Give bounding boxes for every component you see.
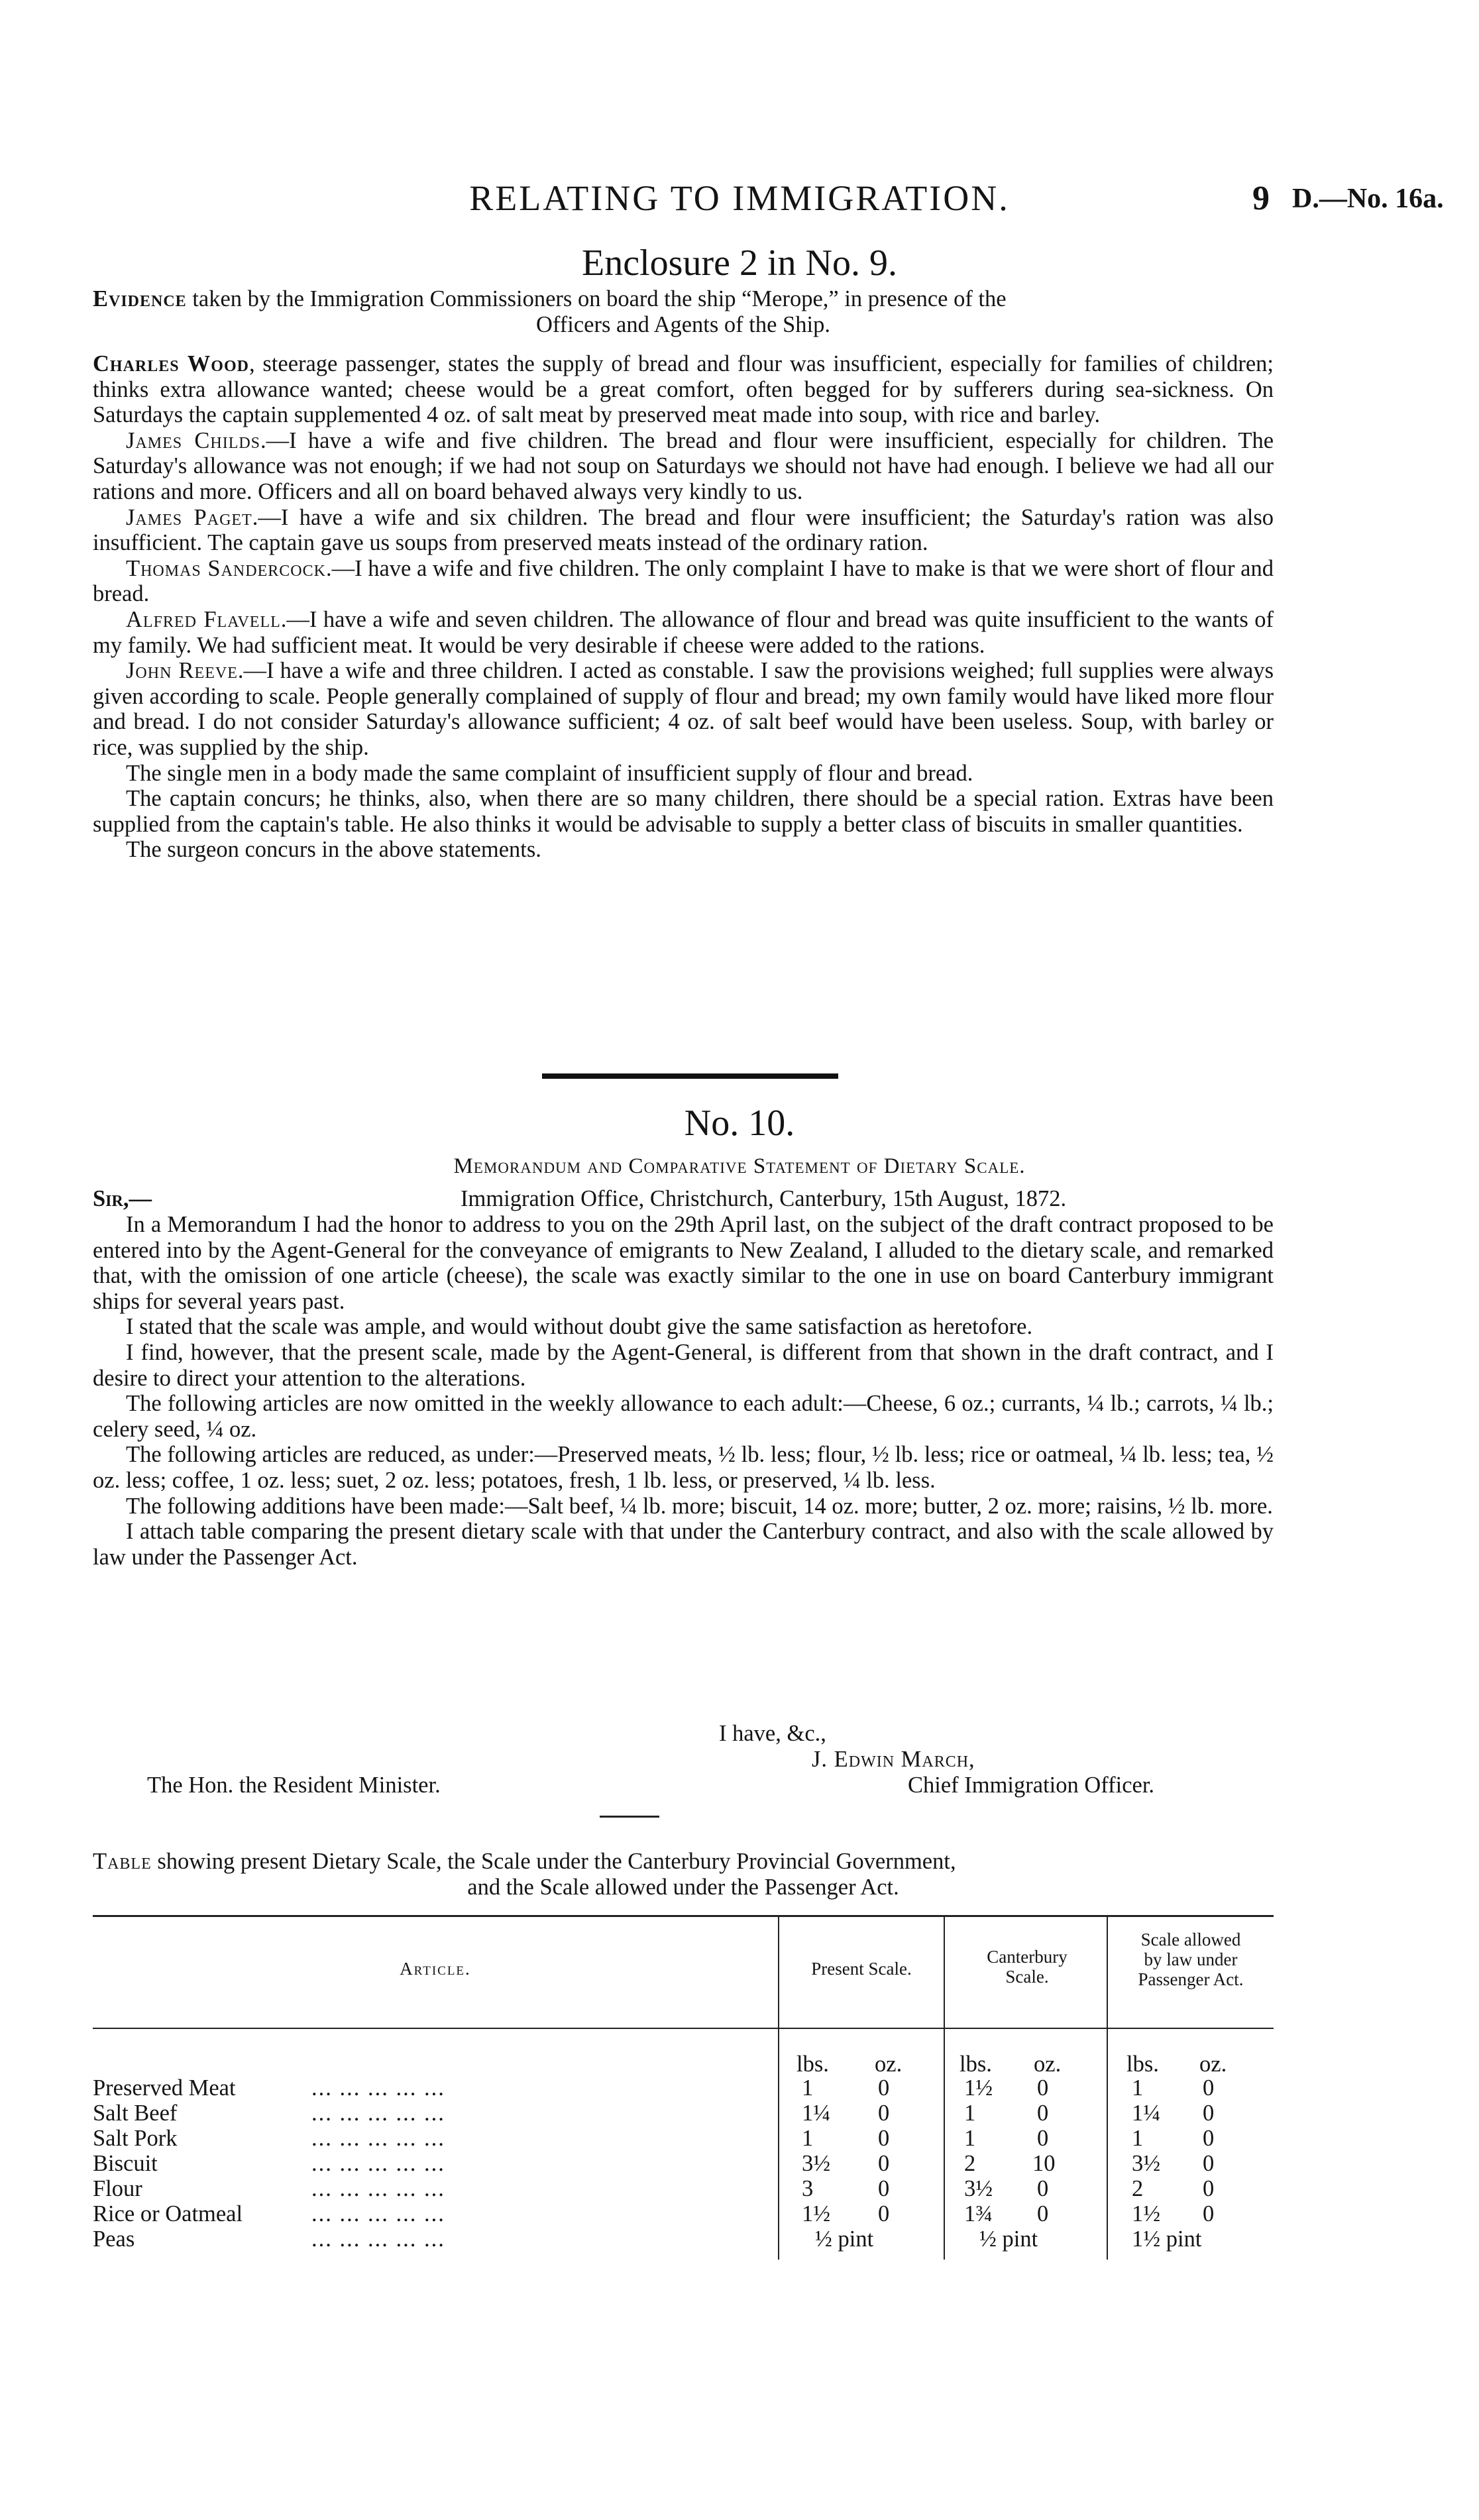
canterbury-lbs: 2 [964, 2151, 976, 2176]
document-reference: D.—No. 16a. [1292, 184, 1444, 214]
captain-paragraph: The captain concurs; he thinks, also, when there are so many children, there should be a special ration. Extras have been supplied from the captain's table. He also thinks it would be advisable to supply a better class of biscuits in smaller quantities. [93, 786, 1274, 837]
memo-paragraph: I find, however, that the present scale, made by the Agent-General, is different from that shown in the draft contract, and I desire to direct your attention to the alterations. [93, 1339, 1274, 1391]
caption-lead: Table [93, 1849, 152, 1874]
intro-lead: Evidence [93, 286, 187, 311]
canterbury-oz: 0 [1037, 2075, 1049, 2101]
article-name: Rice or Oatmeal [93, 2201, 243, 2226]
dot-leader: ... ... ... ... ... [311, 2075, 445, 2101]
table-top-rule [93, 1915, 1274, 1917]
header-passenger-line-1: Scale allowed [1140, 1930, 1241, 1949]
header-present-scale: Present Scale. [811, 1959, 912, 1979]
unit-oz: oz. [1199, 2052, 1227, 2077]
statement-text: .—I have a wife and seven children. The allowance of flour and bread was quite insufficient to the wants of my family. We had sufficient meat. It would be very desirable if cheese were added to the rations. [93, 606, 1274, 658]
memo-paragraph: The following additions have been made:—Salt beef, ¼ lb. more; biscuit, 14 oz. more; butter, 2 oz. more; raisins, ½ lb. more. [126, 1493, 1273, 1519]
surgeon-paragraph: The surgeon concurs in the above statements. [126, 837, 541, 863]
header-canterbury-scale: Canterbury Scale. [987, 1947, 1068, 1987]
canterbury-lbs: ½ pint [979, 2226, 1038, 2252]
canterbury-lbs: 1¾ [964, 2201, 993, 2226]
dietary-scale-table [93, 1915, 1274, 2260]
unit-lbs: lbs. [959, 2052, 992, 2077]
statement-paragraph [93, 556, 1274, 607]
present-lbs: 3½ [802, 2151, 831, 2176]
salutation: Sir,— [93, 1186, 152, 1211]
unit-lbs: lbs. [796, 2052, 829, 2077]
passenger-lbs: 1½ pint [1132, 2226, 1202, 2252]
statement-text: .—I have a wife and three children. I acted as constable. I saw the provisions weighed; full supplies were always given according to scale. People generally complained of supply of flour and bread; my own family would have liked more flour and bread. I do not consider Saturday's allowance sufficient; 4 oz. of salt beef would have been useless. Soup, with barley or rice, was supplied by the ship. [93, 658, 1274, 760]
article-name: Salt Pork [93, 2126, 178, 2151]
dateline: Immigration Office, Christchurch, Canterbury, 15th August, 1872. [461, 1186, 1067, 1211]
passenger-lbs: 3½ [1132, 2151, 1161, 2176]
caption-text: showing present Dietary Scale, the Scale under the Canterbury Provincial Government, [151, 1849, 956, 1874]
dot-leader: ... ... ... ... ... [311, 2151, 445, 2176]
table-row [93, 2176, 1274, 2201]
evidence-statements [93, 351, 1274, 863]
canterbury-oz: 0 [1037, 2176, 1049, 2201]
dot-leader: ... ... ... ... ... [311, 2101, 445, 2126]
canterbury-lbs: 3½ [964, 2176, 993, 2201]
dot-leader: ... ... ... ... ... [311, 2226, 445, 2252]
statement-text: .—I have a wife and five children. The only complaint I have to make is that we were short of flour and bread. [93, 555, 1274, 607]
memo-paragraph: I stated that the scale was ample, and would without doubt give the same satisfaction as heretofore. [126, 1314, 1033, 1340]
caption-line-2: and the Scale allowed under the Passenger Act. [467, 1874, 899, 1900]
unit-oz: oz. [875, 2052, 903, 2077]
passenger-lbs: 1 [1132, 2126, 1144, 2151]
header-article: Article. [400, 1959, 471, 1979]
enclosure-intro [93, 286, 1274, 337]
passenger-oz: 0 [1203, 2151, 1215, 2176]
statement-paragraph [93, 658, 1274, 760]
table-row [93, 2075, 1274, 2101]
memo-number-heading: No. 10. [684, 1103, 795, 1144]
table-row [93, 2201, 1274, 2226]
present-lbs: 1 [802, 2126, 814, 2151]
table-row [93, 2151, 1274, 2176]
addressee: The Hon. the Resident Minister. [147, 1773, 441, 1798]
short-divider [600, 1816, 659, 1818]
closing: I have, &c., [719, 1721, 826, 1746]
article-name: Salt Beef [93, 2101, 178, 2126]
memo-paragraph: The following articles are reduced, as under:—Preserved meats, ½ lb. less; flour, ½ lb. less; rice or oatmeal, ¼ lb. less; tea, ½ oz. less; coffee, 1 oz. less; suet, 2 oz. less; potatoes, fresh, 1 lb. less, or preserved, ¼ lb. less. [93, 1442, 1274, 1493]
dot-leader: ... ... ... ... ... [311, 2126, 445, 2151]
table-header-rule [93, 2028, 1274, 2029]
statement-text: .—I have a wife and five children. The bread and flour were insufficient, especially for children. The Saturday's allowance was not enough; if we had not soup on Saturdays we should not have had enough. I believe we had all our rations and more. Officers and all on board behaved always very kindly to us. [93, 427, 1274, 504]
present-lbs: ½ pint [815, 2226, 874, 2252]
canterbury-oz: 0 [1037, 2126, 1049, 2151]
signatory-title: Chief Immigration Officer. [908, 1773, 1155, 1798]
table-row [93, 2101, 1274, 2126]
intro-line-2: Officers and Agents of the Ship. [536, 311, 830, 337]
witness-name: James Childs [126, 427, 261, 453]
unit-oz: oz. [1034, 2052, 1062, 2077]
statement-paragraph [93, 505, 1274, 556]
witness-name: Thomas Sandercock [126, 555, 326, 581]
canterbury-lbs: 1½ [964, 2075, 993, 2101]
table-row [93, 2126, 1274, 2151]
present-oz: 0 [878, 2151, 890, 2176]
witness-name: John Reeve [126, 658, 238, 684]
present-oz: 0 [878, 2075, 890, 2101]
passenger-oz: 0 [1203, 2075, 1215, 2101]
unit-lbs: lbs. [1126, 2052, 1159, 2077]
memo-paragraph: I attach table comparing the present dietary scale with that under the Canterbury contract, and also with the scale allowed by law under the Passenger Act. [93, 1519, 1274, 1570]
article-name: Biscuit [93, 2151, 158, 2176]
present-lbs: 1¼ [802, 2101, 831, 2126]
statement-paragraph [93, 607, 1274, 658]
running-header-title: RELATING TO IMMIGRATION. [469, 178, 1010, 218]
passenger-lbs: 1¼ [1132, 2101, 1161, 2126]
section-divider [542, 1073, 838, 1079]
canterbury-oz: 0 [1037, 2101, 1049, 2126]
present-oz: 0 [878, 2176, 890, 2201]
canterbury-lbs: 1 [964, 2126, 976, 2151]
present-oz: 0 [878, 2126, 890, 2151]
memo-subheading: Memorandum and Comparative Statement of Dietary Scale. [453, 1154, 1026, 1178]
present-lbs: 3 [802, 2176, 814, 2201]
passenger-lbs: 2 [1132, 2176, 1144, 2201]
canterbury-oz: 10 [1032, 2151, 1056, 2176]
statement-text: .—I have a wife and six children. The bread and flour were insufficient; the Saturday's ration was also insufficient. The captain gave us soups from preserved meats instead of the ordinary ration. [93, 504, 1274, 556]
passenger-oz: 0 [1203, 2201, 1215, 2226]
signatory: J. Edwin March, [812, 1747, 975, 1772]
header-passenger-line-3: Passenger Act. [1138, 1969, 1244, 1989]
dot-leader: ... ... ... ... ... [311, 2201, 445, 2226]
table-caption [93, 1849, 1274, 1900]
memo-paragraph: In a Memorandum I had the honor to address to you on the 29th April last, on the subject of the draft contract proposed to be entered into by the Agent-General for the conveyance of emigrants to New Zealand, I alluded to the dietary scale, and remarked that, with the omission of one article (cheese), the scale was exactly similar to the one in use on board Canterbury immigrant ships for several years past. [93, 1212, 1274, 1314]
passenger-oz: 0 [1203, 2126, 1215, 2151]
passenger-oz: 0 [1203, 2176, 1215, 2201]
witness-name: Alfred Flavell [126, 606, 281, 632]
page-number: 9 [1252, 180, 1270, 217]
passenger-lbs: 1 [1132, 2075, 1144, 2101]
canterbury-lbs: 1 [964, 2101, 976, 2126]
passenger-oz: 0 [1203, 2101, 1215, 2126]
memo-body [93, 1212, 1274, 1570]
article-name: Preserved Meat [93, 2075, 236, 2101]
table-row [93, 2226, 1274, 2252]
present-lbs: 1 [802, 2075, 814, 2101]
witness-name: Charles Wood [93, 351, 249, 376]
article-name: Flour [93, 2176, 142, 2201]
intro-text: taken by the Immigration Commissioners on board the ship “Merope,” in presence of the [186, 286, 1007, 311]
witness-name: James Paget [126, 504, 252, 530]
passenger-lbs: 1½ [1132, 2201, 1161, 2226]
present-oz: 0 [878, 2201, 890, 2226]
statement-paragraph [93, 428, 1274, 505]
header-passenger-act [1108, 1930, 1274, 1989]
article-name: Peas [93, 2226, 135, 2252]
statement-text: , steerage passenger, states the supply of bread and flour was insufficient, especially for families of children; thinks extra allowance wanted; cheese would be a great comfort, often begged for by sufferers during sea-sickness. On Saturdays the captain supplemented 4 oz. of salt meat by preserved meat made into soup, with rice and barley. [93, 351, 1274, 428]
dot-leader: ... ... ... ... ... [311, 2176, 445, 2201]
header-passenger-line-2: by law under [1144, 1949, 1238, 1969]
present-lbs: 1½ [802, 2201, 831, 2226]
enclosure-heading: Enclosure 2 in No. 9. [582, 243, 897, 284]
canterbury-oz: 0 [1037, 2201, 1049, 2226]
memo-paragraph: The following articles are now omitted in the weekly allowance to each adult:—Cheese, 6 oz.; currants, ¼ lb.; carrots, ¼ lb.; celery seed, ¼ oz. [93, 1391, 1274, 1442]
present-oz: 0 [878, 2101, 890, 2126]
statement-paragraph [93, 351, 1274, 428]
single-men-paragraph: The single men in a body made the same complaint of insufficient supply of flour and bread. [126, 760, 973, 786]
